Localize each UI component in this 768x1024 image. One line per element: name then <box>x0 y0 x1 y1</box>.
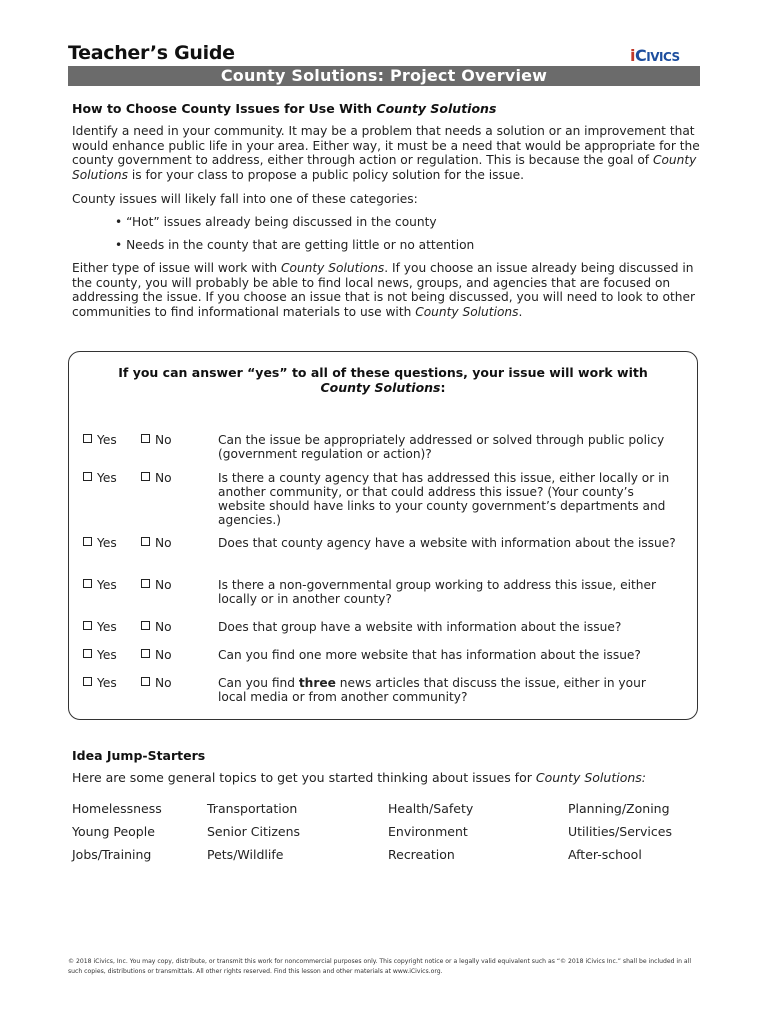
checkbox-icon <box>141 579 150 588</box>
question-text <box>218 676 678 704</box>
no-label: No <box>155 471 172 485</box>
no-label: No <box>155 676 172 690</box>
para-text: . <box>518 304 523 319</box>
no-label: No <box>155 648 172 662</box>
checklist-heading-italic: County Solutions <box>320 379 441 395</box>
no-checkbox[interactable] <box>141 676 172 690</box>
checklist-panel <box>68 351 698 720</box>
heading-text: How to Choose County Issues for Use With <box>72 101 377 116</box>
yes-checkbox[interactable] <box>83 471 117 485</box>
topic-item: Environment <box>388 824 468 839</box>
category-list <box>115 215 474 261</box>
para-text: Here are some general topics to get you started thinking about issues for <box>72 770 536 785</box>
page-title: Teacher’s Guide <box>68 42 235 64</box>
question-text-part: Does that group have a website with information about the issue? <box>218 620 622 634</box>
checklist-heading <box>69 366 697 395</box>
checkbox-icon <box>83 537 92 546</box>
question-text-part: Can you find one more website that has information about the issue? <box>218 648 641 662</box>
para-italic: County Solutions <box>72 153 697 182</box>
yes-label: Yes <box>97 471 117 485</box>
checkbox-icon <box>83 621 92 630</box>
question-text-part: Is there a non-governmental group working to address this issue, either locally or in another county? <box>218 578 657 606</box>
yes-checkbox[interactable] <box>83 648 117 662</box>
question-text-part: news articles that discuss the issue, either in your local media or from another community? <box>218 676 646 704</box>
checkbox-icon <box>83 677 92 686</box>
no-checkbox[interactable] <box>141 471 172 485</box>
no-checkbox[interactable] <box>141 578 172 592</box>
checkbox-icon <box>141 472 150 481</box>
no-checkbox[interactable] <box>141 433 172 447</box>
yes-label: Yes <box>97 433 117 447</box>
topic-item: Recreation <box>388 847 455 862</box>
checkbox-icon <box>141 649 150 658</box>
topic-item: Health/Safety <box>388 801 474 816</box>
para-text: Either type of issue will work with <box>72 261 281 275</box>
yes-checkbox[interactable] <box>83 536 117 550</box>
yes-label: Yes <box>97 620 117 634</box>
yes-label: Yes <box>97 648 117 662</box>
no-checkbox[interactable] <box>141 620 172 634</box>
question-text-part: Can the issue be appropriately addressed or solved through public policy (government regulation or action)? <box>218 433 665 461</box>
checkbox-icon <box>141 677 150 686</box>
question-text <box>218 620 678 634</box>
question-text <box>218 648 678 662</box>
topic-item: After-school <box>568 847 642 862</box>
checkbox-icon <box>141 621 150 630</box>
question-text-bold: three <box>298 676 336 690</box>
topic-item: Young People <box>72 824 155 839</box>
checklist-heading-line <box>69 381 697 396</box>
yes-checkbox[interactable] <box>83 676 117 690</box>
topic-item: Jobs/Training <box>72 847 152 862</box>
topic-item: Planning/Zoning <box>568 801 670 816</box>
para-text: is for your class to propose a public policy solution for the issue. <box>128 167 524 182</box>
checkbox-icon <box>141 434 150 443</box>
section-heading-ideas: Idea Jump-Starters <box>72 748 206 763</box>
no-label: No <box>155 536 172 550</box>
list-item: • “Hot” issues already being discussed in the county <box>115 215 437 229</box>
checkbox-icon <box>83 472 92 481</box>
checklist-heading-line: If you can answer “yes” to all of these questions, your issue will work with <box>118 365 648 380</box>
title-banner: County Solutions: Project Overview <box>68 66 700 86</box>
question-text-part: Can you find <box>218 676 299 690</box>
section-heading-choose-issues <box>72 101 496 116</box>
checklist-heading-colon: : <box>440 379 446 395</box>
topic-item: Transportation <box>207 801 298 816</box>
heading-italic-text: County Solutions <box>376 101 497 116</box>
yes-label: Yes <box>97 578 117 592</box>
checkbox-icon <box>83 434 92 443</box>
yes-label: Yes <box>97 536 117 550</box>
copyright-footer: © 2018 iCivics, Inc. You may copy, distribute, or transmit this work for noncommercial purposes only. This copyright notice or a legally valid equivalent such as “© 2018 iCivics Inc.” shall be included in all such copies, distributions or transmittals. All other rights reserved. Find this lesson and other materials at www.iCivics.org. <box>68 958 692 975</box>
icivics-logo: iCIVICS <box>630 46 680 65</box>
no-checkbox[interactable] <box>141 536 172 550</box>
intro-paragraph <box>72 124 702 182</box>
question-text <box>218 536 678 550</box>
no-label: No <box>155 433 172 447</box>
no-label: No <box>155 578 172 592</box>
question-text <box>218 578 678 606</box>
list-item: • Needs in the county that are getting little or no attention <box>115 238 475 252</box>
ideas-intro <box>72 771 702 786</box>
question-text-part: Is there a county agency that has addressed this issue, either locally or in another community, or that could address this issue? (Your county’s website should have links to your county government’s departments and agencies.) <box>218 471 670 527</box>
checkbox-icon <box>83 649 92 658</box>
para-italic: County Solutions <box>280 261 385 275</box>
question-text-part: Does that county agency have a website with information about the issue? <box>218 536 676 550</box>
issue-type-paragraph <box>72 261 702 319</box>
para-text: Identify a need in your community. It may be a problem that needs a solution or an improvement that would enhance public life in your area. Either way, it must be a need that would be appropriate for the county government to address, either through action or regulation. This is because the goal of <box>72 124 700 168</box>
no-label: No <box>155 620 172 634</box>
topic-item: Senior Citizens <box>207 824 301 839</box>
no-checkbox[interactable] <box>141 648 172 662</box>
topic-item: Homelessness <box>72 801 162 816</box>
question-text <box>218 471 678 527</box>
question-text <box>218 433 678 461</box>
checkbox-icon <box>141 537 150 546</box>
para-text: . If you choose an issue already being discussed in the county, you will probably be able to find local news, groups, and agencies that are focused on addressing the issue. If you choose an issue that is not being discussed, you will need to look to other communities to find informational materials to use with <box>72 261 695 319</box>
yes-checkbox[interactable] <box>83 620 117 634</box>
categories-paragraph: County issues will likely fall into one of these categories: <box>72 192 418 206</box>
topic-item: Pets/Wildlife <box>207 847 284 862</box>
para-italic: County Solutions: <box>535 770 646 785</box>
checkbox-icon <box>83 579 92 588</box>
yes-checkbox[interactable] <box>83 578 117 592</box>
yes-label: Yes <box>97 676 117 690</box>
para-italic: County Solutions <box>415 304 519 319</box>
yes-checkbox[interactable] <box>83 433 117 447</box>
topic-item: Utilities/Services <box>568 824 672 839</box>
